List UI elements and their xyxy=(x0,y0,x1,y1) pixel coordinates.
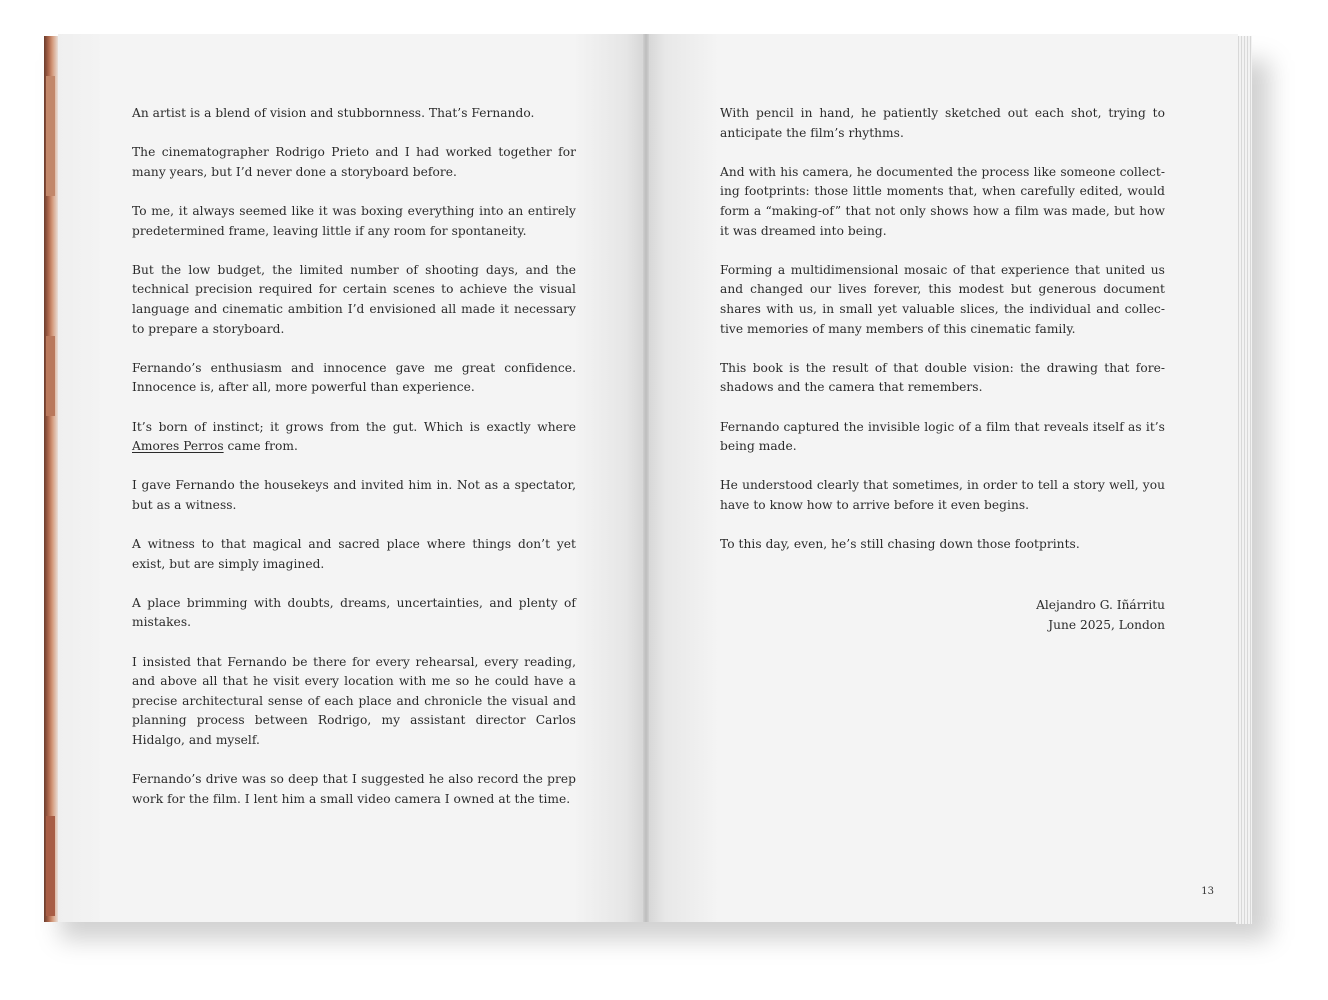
paragraph-text: It’s born of instinct; it grows from the gut. Which is exactly where xyxy=(132,419,576,434)
book-cover-edge xyxy=(44,36,58,922)
paragraph: But the low budget, the limited number of shooting days, and the technical precision required for certain scenes to achieve the visual language and cinematic ambition I’d envisioned all made it necessary to prepare a storyboard. xyxy=(132,262,576,336)
paragraph: To me, it always seemed like it was boxing everything into an entirely predetermined frame, leaving little if any room for spontaneity. xyxy=(132,203,576,238)
signature-block xyxy=(720,596,1165,635)
paragraph: With pencil in hand, he patiently sketched out each shot, trying to anticipate the film’s rhythms. xyxy=(720,106,1165,140)
paragraph: A place brimming with doubts, dreams, uncertainties, and plenty of mistakes. xyxy=(132,595,576,630)
paragraph: An artist is a blend of vision and stubbornness. That’s Fernando. xyxy=(132,106,535,120)
paragraph: Forming a multidimensional mosaic of that experience that united us and changed our lives forever, this modest but generous document shares with us, in small yet valuable slices, the individual and collective memories of many members of this cinematic family. xyxy=(720,262,1165,336)
paragraph: Fernando captured the invisible logic of a film that reveals itself as it’s being made. xyxy=(720,419,1165,454)
paragraph: To this day, even, he’s still chasing down those footprints. xyxy=(720,537,1080,552)
paragraph: And with his camera, he documented the process like someone collecting footprints: those little moments that, when carefully edited, would form a “making-of” that not only shows how a film was made, but how it was dreamed into being. xyxy=(720,164,1165,238)
paragraph: He understood clearly that sometimes, in order to tell a story well, you have to know how to arrive before it even begins. xyxy=(720,478,1165,512)
signature-date: June 2025, London xyxy=(1048,617,1165,632)
paragraph: Fernando’s drive was so deep that I suggested he also record the prep work for the film. I lent him a small video camera I owned at the time. xyxy=(132,772,576,806)
film-title: Amores Perros xyxy=(132,439,224,454)
right-page-text xyxy=(720,104,1165,574)
paragraph xyxy=(132,418,576,457)
left-page-text xyxy=(132,104,576,829)
paragraph-text: came from. xyxy=(223,439,298,454)
paragraph: A witness to that magical and sacred place where things don’t yet exist, but are simply imagined. xyxy=(132,537,576,571)
paragraph: Fernando’s enthusiasm and innocence gave me great confidence. Innocence is, after all, more powerful than experience. xyxy=(132,360,576,395)
paragraph: I insisted that Fernando be there for every rehearsal, every reading, and above all that he visit every location with me so he could have a precise architectural sense of each place and chronicle the visual and planning process between Rodrigo, my assistant director Carlos Hidalgo, and myself. xyxy=(132,654,576,747)
paragraph: I gave Fernando the housekeys and invited him in. Not as a spectator, but as a witness. xyxy=(132,478,576,512)
paragraph: The cinematographer Rodrigo Prieto and I had worked together for many years, but I’d never done a storyboard before. xyxy=(132,145,576,179)
page-stack-edge xyxy=(1236,36,1252,924)
paragraph: This book is the result of that double vision: the drawing that foreshadows and the camera that remembers. xyxy=(720,360,1165,395)
book-gutter xyxy=(643,34,649,922)
author-name: Alejandro G. Iñárritu xyxy=(1036,598,1165,612)
page-number: 13 xyxy=(1201,886,1214,897)
